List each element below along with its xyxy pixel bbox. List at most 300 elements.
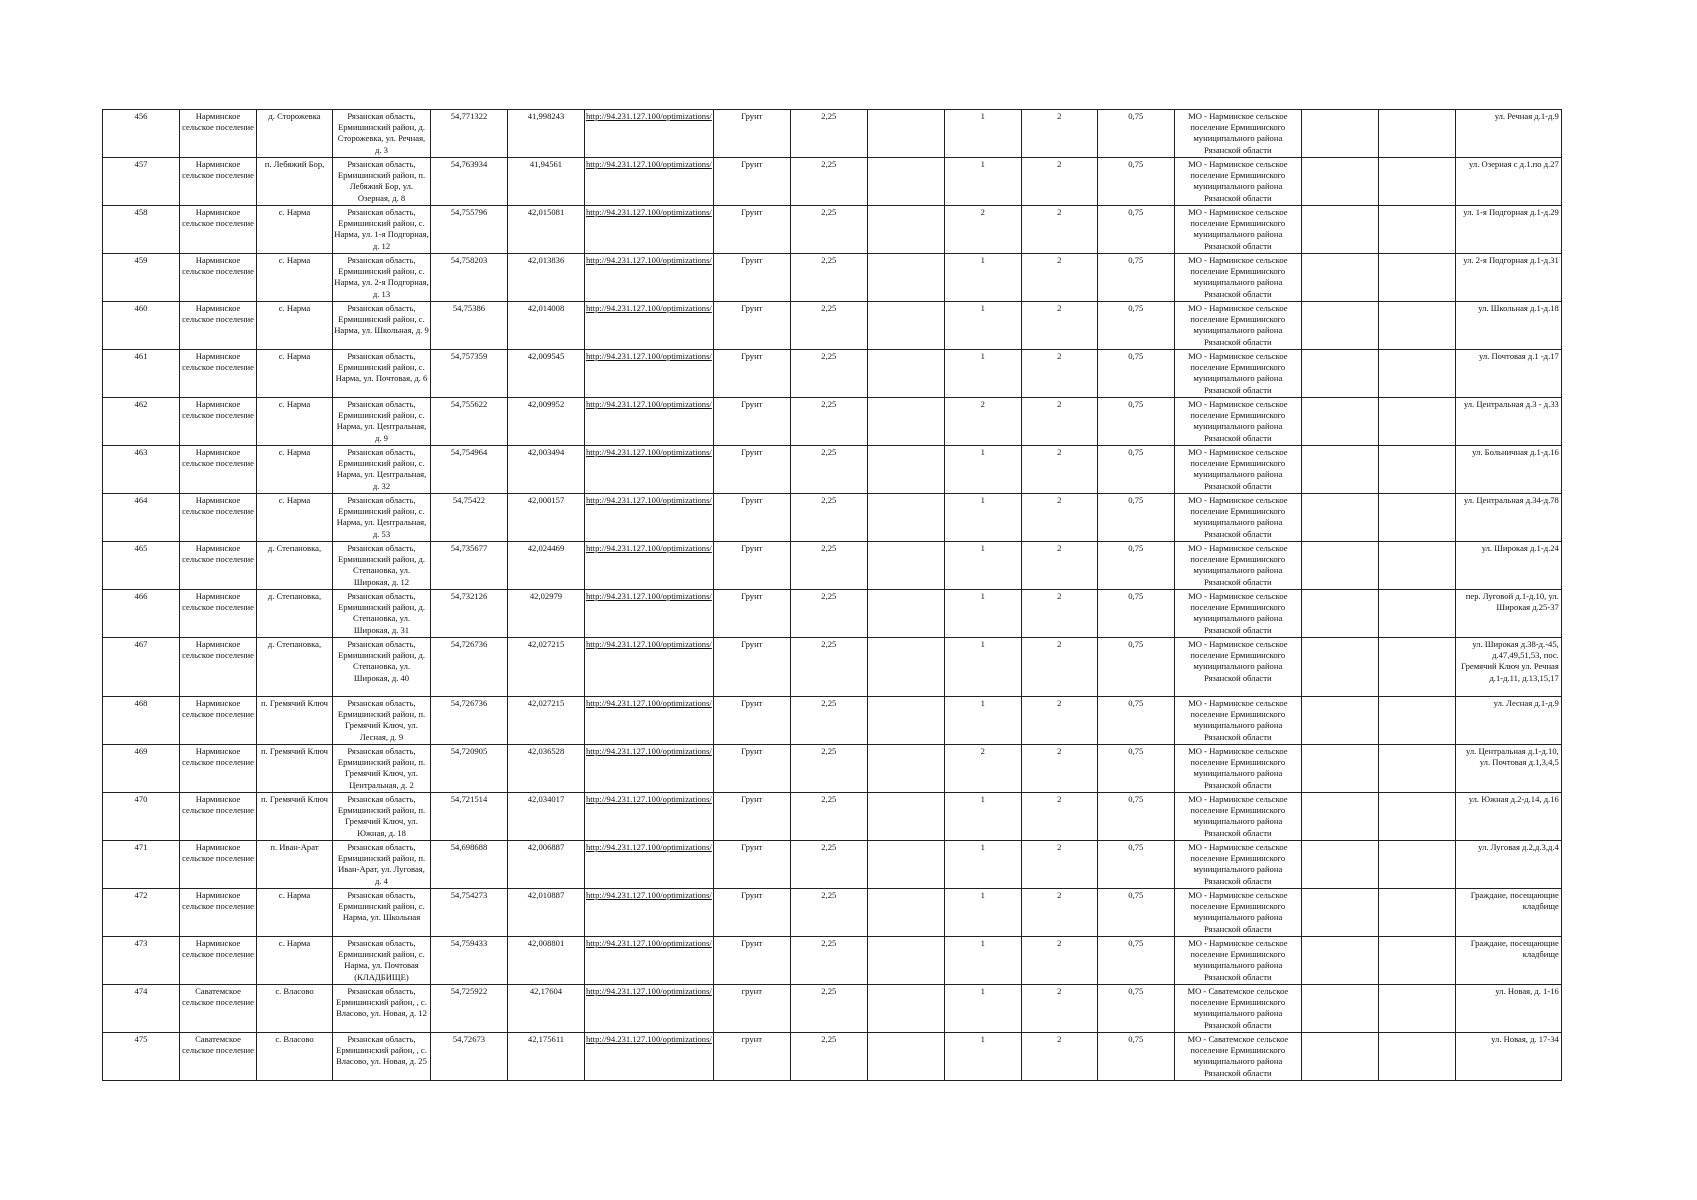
empty-cell: [1378, 494, 1455, 542]
settlement-cell: Нарминское сельское поселение: [180, 110, 257, 158]
empty-cell: [867, 793, 944, 841]
volume-cell: 0,75: [1097, 697, 1174, 745]
map-link[interactable]: http://94.231.127.100/optimizations/: [585, 985, 714, 1033]
empty-cell: [1378, 937, 1455, 985]
settlement-cell: Нарминское сельское поселение: [180, 542, 257, 590]
row-number: 464: [103, 494, 180, 542]
map-link[interactable]: http://94.231.127.100/optimizations/: [585, 350, 714, 398]
surface-cell: Грунт: [713, 398, 790, 446]
waste-sources-cell: ул. Лесная д.1-д.9: [1455, 697, 1561, 745]
locality-cell: с. Нарма: [257, 889, 333, 937]
empty-cell: [1301, 697, 1378, 745]
map-link[interactable]: http://94.231.127.100/optimizations/: [585, 254, 714, 302]
volume-cell: 0,75: [1097, 841, 1174, 889]
latitude-cell: 54,726736: [431, 638, 508, 697]
map-link[interactable]: http://94.231.127.100/optimizations/: [585, 494, 714, 542]
settlement-cell: Саватемское сельское поселение: [180, 1033, 257, 1081]
longitude-cell: 42,027215: [508, 638, 585, 697]
latitude-cell: 54,757359: [431, 350, 508, 398]
container-count-cell: 2: [1021, 1033, 1097, 1081]
latitude-cell: 54,771322: [431, 110, 508, 158]
empty-cell: [1378, 206, 1455, 254]
waste-sources-cell: ул. Луговая д.2,д.3,д.4: [1455, 841, 1561, 889]
container-count-cell: 2: [1021, 889, 1097, 937]
settlement-cell: Нарминское сельское поселение: [180, 793, 257, 841]
latitude-cell: 54,721514: [431, 793, 508, 841]
settlement-cell: Нарминское сельское поселение: [180, 446, 257, 494]
address-cell: Рязанская область, Ермишинский район, п. Гремячий Ключ, ул. Южная, д. 18: [333, 793, 431, 841]
longitude-cell: 41,998243: [508, 110, 585, 158]
row-number: 460: [103, 302, 180, 350]
empty-cell: [867, 254, 944, 302]
area-cell: 2,25: [790, 638, 867, 697]
volume-cell: 0,75: [1097, 446, 1174, 494]
volume-cell: 0,75: [1097, 158, 1174, 206]
settlement-cell: Саватемское сельское поселение: [180, 985, 257, 1033]
container-count-cell: 1: [944, 254, 1021, 302]
waste-sources-cell: ул. Центральная д.34-д.78: [1455, 494, 1561, 542]
address-cell: Рязанская область, Ермишинский район, с. Нарма, ул. Центральная, д. 53: [333, 494, 431, 542]
latitude-cell: 54,720905: [431, 745, 508, 793]
empty-cell: [867, 841, 944, 889]
settlement-cell: Нарминское сельское поселение: [180, 889, 257, 937]
empty-cell: [1301, 302, 1378, 350]
locality-cell: с. Нарма: [257, 937, 333, 985]
address-cell: Рязанская область, Ермишинский район, с. Нарма, ул. 1-я Подгорная, д. 12: [333, 206, 431, 254]
table-row: [103, 398, 1562, 446]
empty-cell: [1378, 697, 1455, 745]
owner-cell: МО - Нарминское сельское поселение Ермишинского муниципального района Рязанской области: [1174, 206, 1301, 254]
settlement-cell: Нарминское сельское поселение: [180, 494, 257, 542]
address-cell: Рязанская область, Ермишинский район, с. Нарма, ул. Почтовая (КЛАДБИЩЕ): [333, 937, 431, 985]
area-cell: 2,25: [790, 937, 867, 985]
container-count-cell: 1: [944, 542, 1021, 590]
map-link[interactable]: http://94.231.127.100/optimizations/: [585, 841, 714, 889]
map-link[interactable]: http://94.231.127.100/optimizations/: [585, 398, 714, 446]
container-count-cell: 2: [944, 745, 1021, 793]
locality-cell: д. Степановка,: [257, 542, 333, 590]
empty-cell: [867, 745, 944, 793]
container-count-cell: 2: [944, 206, 1021, 254]
longitude-cell: 42,003494: [508, 446, 585, 494]
container-count-cell: 2: [1021, 985, 1097, 1033]
empty-cell: [1301, 889, 1378, 937]
longitude-cell: 42,010887: [508, 889, 585, 937]
waste-sources-cell: ул. Речная д.1-д.9: [1455, 110, 1561, 158]
empty-cell: [867, 206, 944, 254]
empty-cell: [1301, 638, 1378, 697]
row-number: 462: [103, 398, 180, 446]
empty-cell: [867, 494, 944, 542]
empty-cell: [1378, 1033, 1455, 1081]
container-count-cell: 1: [944, 1033, 1021, 1081]
map-link[interactable]: http://94.231.127.100/optimizations/: [585, 793, 714, 841]
latitude-cell: 54,726736: [431, 697, 508, 745]
map-link[interactable]: http://94.231.127.100/optimizations/: [585, 590, 714, 638]
latitude-cell: 54,75386: [431, 302, 508, 350]
container-count-cell: 2: [1021, 937, 1097, 985]
row-number: 461: [103, 350, 180, 398]
locality-cell: с. Нарма: [257, 254, 333, 302]
table-row: [103, 985, 1562, 1033]
surface-cell: Грунт: [713, 206, 790, 254]
area-cell: 2,25: [790, 158, 867, 206]
owner-cell: МО - Нарминское сельское поселение Ермишинского муниципального района Рязанской области: [1174, 350, 1301, 398]
address-cell: Рязанская область, Ермишинский район, , с. Власово, ул. Новая, д. 12: [333, 985, 431, 1033]
waste-sources-cell: ул. Почтовая д.1 -д.17: [1455, 350, 1561, 398]
locality-cell: с. Нарма: [257, 302, 333, 350]
surface-cell: Грунт: [713, 841, 790, 889]
surface-cell: Грунт: [713, 793, 790, 841]
settlement-cell: Нарминское сельское поселение: [180, 158, 257, 206]
surface-cell: Грунт: [713, 542, 790, 590]
volume-cell: 0,75: [1097, 350, 1174, 398]
locality-cell: с. Нарма: [257, 398, 333, 446]
container-count-cell: 2: [1021, 697, 1097, 745]
empty-cell: [1301, 398, 1378, 446]
empty-cell: [867, 398, 944, 446]
volume-cell: 0,75: [1097, 542, 1174, 590]
locality-cell: д. Сторожевка: [257, 110, 333, 158]
settlement-cell: Нарминское сельское поселение: [180, 350, 257, 398]
locality-cell: п. Гремячий Ключ: [257, 697, 333, 745]
row-number: 475: [103, 1033, 180, 1081]
map-link[interactable]: http://94.231.127.100/optimizations/: [585, 638, 714, 697]
settlement-cell: Нарминское сельское поселение: [180, 254, 257, 302]
container-count-cell: 2: [1021, 350, 1097, 398]
container-count-cell: 1: [944, 697, 1021, 745]
map-link[interactable]: http://94.231.127.100/optimizations/: [585, 158, 714, 206]
volume-cell: 0,75: [1097, 889, 1174, 937]
owner-cell: МО - Нарминское сельское поселение Ермишинского муниципального района Рязанской области: [1174, 745, 1301, 793]
row-number: 473: [103, 937, 180, 985]
latitude-cell: 54,698688: [431, 841, 508, 889]
longitude-cell: 42,009545: [508, 350, 585, 398]
empty-cell: [1301, 350, 1378, 398]
container-count-cell: 1: [944, 158, 1021, 206]
map-link[interactable]: http://94.231.127.100/optimizations/: [585, 937, 714, 985]
longitude-cell: 42,17604: [508, 985, 585, 1033]
locality-cell: п. Лебяжий Бор,: [257, 158, 333, 206]
table-row: [103, 745, 1562, 793]
row-number: 459: [103, 254, 180, 302]
area-cell: 2,25: [790, 793, 867, 841]
owner-cell: МО - Саватемское сельское поселение Ермишинского муниципального района Рязанской области: [1174, 1033, 1301, 1081]
owner-cell: МО - Нарминское сельское поселение Ермишинского муниципального района Рязанской области: [1174, 110, 1301, 158]
address-cell: Рязанская область, Ермишинский район, д. Степановка, ул. Широкая, д. 31: [333, 590, 431, 638]
volume-cell: 0,75: [1097, 398, 1174, 446]
settlement-cell: Нарминское сельское поселение: [180, 841, 257, 889]
empty-cell: [867, 350, 944, 398]
owner-cell: МО - Нарминское сельское поселение Ермишинского муниципального района Рязанской области: [1174, 494, 1301, 542]
surface-cell: Грунт: [713, 446, 790, 494]
empty-cell: [867, 889, 944, 937]
owner-cell: МО - Нарминское сельское поселение Ермишинского муниципального района Рязанской области: [1174, 793, 1301, 841]
container-count-cell: 2: [1021, 446, 1097, 494]
longitude-cell: 42,027215: [508, 697, 585, 745]
volume-cell: 0,75: [1097, 302, 1174, 350]
map-link[interactable]: http://94.231.127.100/optimizations/: [585, 889, 714, 937]
owner-cell: МО - Нарминское сельское поселение Ермишинского муниципального района Рязанской области: [1174, 697, 1301, 745]
container-count-cell: 2: [1021, 542, 1097, 590]
container-count-cell: 1: [944, 446, 1021, 494]
empty-cell: [1301, 841, 1378, 889]
empty-cell: [1378, 158, 1455, 206]
volume-cell: 0,75: [1097, 494, 1174, 542]
map-link[interactable]: http://94.231.127.100/optimizations/: [585, 302, 714, 350]
container-count-cell: 1: [944, 889, 1021, 937]
row-number: 457: [103, 158, 180, 206]
owner-cell: МО - Нарминское сельское поселение Ермишинского муниципального района Рязанской области: [1174, 302, 1301, 350]
latitude-cell: 54,735677: [431, 542, 508, 590]
longitude-cell: 42,034017: [508, 793, 585, 841]
surface-cell: Грунт: [713, 745, 790, 793]
container-count-cell: 2: [1021, 110, 1097, 158]
settlement-cell: Нарминское сельское поселение: [180, 638, 257, 697]
settlement-cell: Нарминское сельское поселение: [180, 302, 257, 350]
waste-sources-cell: ул. Новая, д. 1-16: [1455, 985, 1561, 1033]
empty-cell: [1301, 1033, 1378, 1081]
latitude-cell: 54,754273: [431, 889, 508, 937]
surface-cell: Грунт: [713, 350, 790, 398]
area-cell: 2,25: [790, 398, 867, 446]
longitude-cell: 42,175611: [508, 1033, 585, 1081]
area-cell: 2,25: [790, 302, 867, 350]
area-cell: 2,25: [790, 697, 867, 745]
area-cell: 2,25: [790, 841, 867, 889]
locality-cell: п. Гремячий Ключ: [257, 745, 333, 793]
empty-cell: [1301, 793, 1378, 841]
container-count-cell: 2: [1021, 841, 1097, 889]
empty-cell: [1378, 350, 1455, 398]
empty-cell: [1301, 206, 1378, 254]
container-count-cell: 1: [944, 590, 1021, 638]
map-link[interactable]: http://94.231.127.100/optimizations/: [585, 206, 714, 254]
empty-cell: [867, 542, 944, 590]
latitude-cell: 54,72673: [431, 1033, 508, 1081]
waste-sources-cell: ул. 1-я Подгорная д.1-д.29: [1455, 206, 1561, 254]
waste-sources-cell: ул. Центральная д.3 - д.33: [1455, 398, 1561, 446]
map-link[interactable]: http://94.231.127.100/optimizations/: [585, 446, 714, 494]
surface-cell: Грунт: [713, 110, 790, 158]
area-cell: 2,25: [790, 350, 867, 398]
locality-cell: д. Степановка,: [257, 638, 333, 697]
map-link[interactable]: http://94.231.127.100/optimizations/: [585, 110, 714, 158]
address-cell: Рязанская область, Ермишинский район, с. Нарма, ул. 2-я Подгорная, д. 13: [333, 254, 431, 302]
longitude-cell: 42,036528: [508, 745, 585, 793]
empty-cell: [1301, 494, 1378, 542]
empty-cell: [1378, 745, 1455, 793]
latitude-cell: 54,763934: [431, 158, 508, 206]
empty-cell: [1378, 590, 1455, 638]
longitude-cell: 42,024469: [508, 542, 585, 590]
table-row: [103, 542, 1562, 590]
volume-cell: 0,75: [1097, 206, 1174, 254]
surface-cell: Грунт: [713, 158, 790, 206]
empty-cell: [1378, 110, 1455, 158]
area-cell: 2,25: [790, 206, 867, 254]
row-number: 469: [103, 745, 180, 793]
owner-cell: МО - Нарминское сельское поселение Ермишинского муниципального района Рязанской области: [1174, 254, 1301, 302]
latitude-cell: 54,755796: [431, 206, 508, 254]
map-link[interactable]: http://94.231.127.100/optimizations/: [585, 745, 714, 793]
row-number: 470: [103, 793, 180, 841]
empty-cell: [867, 446, 944, 494]
empty-cell: [1378, 398, 1455, 446]
volume-cell: 0,75: [1097, 937, 1174, 985]
row-number: 471: [103, 841, 180, 889]
locality-cell: с. Нарма: [257, 206, 333, 254]
address-cell: Рязанская область, Ермишинский район, , с. Власово, ул. Новая, д. 25: [333, 1033, 431, 1081]
waste-sources-cell: пер. Луговой д.1-д.10, ул. Широкая д.25-37: [1455, 590, 1561, 638]
waste-sources-cell: ул. Больничная д.1-д.16: [1455, 446, 1561, 494]
container-count-cell: 1: [944, 302, 1021, 350]
container-count-cell: 2: [944, 398, 1021, 446]
owner-cell: МО - Нарминское сельское поселение Ермишинского муниципального района Рязанской области: [1174, 446, 1301, 494]
address-cell: Рязанская область, Ермишинский район, с. Нарма, ул. Центральная, д. 9: [333, 398, 431, 446]
table-row: [103, 206, 1562, 254]
surface-cell: Грунт: [713, 889, 790, 937]
locality-cell: с. Нарма: [257, 494, 333, 542]
table-row: [103, 793, 1562, 841]
row-number: 474: [103, 985, 180, 1033]
map-link[interactable]: http://94.231.127.100/optimizations/: [585, 1033, 714, 1081]
volume-cell: 0,75: [1097, 110, 1174, 158]
empty-cell: [1301, 937, 1378, 985]
container-count-cell: 2: [1021, 206, 1097, 254]
address-cell: Рязанская область, Ермишинский район, с. Нарма, ул. Центральная, д. 32: [333, 446, 431, 494]
empty-cell: [1378, 985, 1455, 1033]
owner-cell: МО - Нарминское сельское поселение Ермишинского муниципального района Рязанской области: [1174, 158, 1301, 206]
table-row: [103, 446, 1562, 494]
surface-cell: Грунт: [713, 494, 790, 542]
waste-sources-cell: Граждане, посещающие кладбище: [1455, 937, 1561, 985]
owner-cell: МО - Нарминское сельское поселение Ермишинского муниципального района Рязанской области: [1174, 398, 1301, 446]
settlement-cell: Нарминское сельское поселение: [180, 590, 257, 638]
empty-cell: [1378, 889, 1455, 937]
container-count-cell: 1: [944, 793, 1021, 841]
surface-cell: грунт: [713, 1033, 790, 1081]
container-count-cell: 1: [944, 937, 1021, 985]
empty-cell: [867, 985, 944, 1033]
locality-cell: с. Власово: [257, 985, 333, 1033]
surface-cell: Грунт: [713, 254, 790, 302]
longitude-cell: 42,006887: [508, 841, 585, 889]
row-number: 468: [103, 697, 180, 745]
empty-cell: [867, 158, 944, 206]
empty-cell: [867, 302, 944, 350]
longitude-cell: 42,013836: [508, 254, 585, 302]
container-count-cell: 2: [1021, 638, 1097, 697]
owner-cell: МО - Саватемское сельское поселение Ермишинского муниципального района Рязанской области: [1174, 985, 1301, 1033]
longitude-cell: 42,014008: [508, 302, 585, 350]
empty-cell: [867, 590, 944, 638]
waste-sources-cell: ул. Южная д.2-д.14, д.16: [1455, 793, 1561, 841]
surface-cell: Грунт: [713, 697, 790, 745]
latitude-cell: 54,755622: [431, 398, 508, 446]
address-cell: Рязанская область, Ермишинский район, д. Сторожевка, ул. Речная, д. 3: [333, 110, 431, 158]
locality-cell: с. Нарма: [257, 350, 333, 398]
waste-sources-cell: ул. 2-я Подгорная д.1-д.31: [1455, 254, 1561, 302]
area-cell: 2,25: [790, 985, 867, 1033]
area-cell: 2,25: [790, 1033, 867, 1081]
owner-cell: МО - Нарминское сельское поселение Ермишинского муниципального района Рязанской области: [1174, 542, 1301, 590]
waste-sources-cell: ул. Школьная д.1-д.18: [1455, 302, 1561, 350]
table-row: [103, 638, 1562, 697]
empty-cell: [1378, 302, 1455, 350]
volume-cell: 0,75: [1097, 745, 1174, 793]
address-cell: Рязанская область, Ермишинский район, с. Нарма, ул. Почтовая, д. 6: [333, 350, 431, 398]
owner-cell: МО - Нарминское сельское поселение Ермишинского муниципального района Рязанской области: [1174, 638, 1301, 697]
owner-cell: МО - Нарминское сельское поселение Ермишинского муниципального района Рязанской области: [1174, 889, 1301, 937]
container-count-cell: 2: [1021, 745, 1097, 793]
container-count-cell: 2: [1021, 793, 1097, 841]
empty-cell: [1301, 110, 1378, 158]
surface-cell: Грунт: [713, 302, 790, 350]
address-cell: Рязанская область, Ермишинский район, с. Нарма, ул. Школьная, д. 9: [333, 302, 431, 350]
latitude-cell: 54,759433: [431, 937, 508, 985]
waste-sources-cell: ул. Центральная д.1-д.10, ул. Почтовая д.1,3,4,5: [1455, 745, 1561, 793]
area-cell: 2,25: [790, 446, 867, 494]
settlement-cell: Нарминское сельское поселение: [180, 937, 257, 985]
waste-sources-cell: ул. Новая, д. 17-34: [1455, 1033, 1561, 1081]
locality-cell: п. Иван-Арат: [257, 841, 333, 889]
table-row: [103, 889, 1562, 937]
owner-cell: МО - Нарминское сельское поселение Ермишинского муниципального района Рязанской области: [1174, 841, 1301, 889]
map-link[interactable]: http://94.231.127.100/optimizations/: [585, 697, 714, 745]
empty-cell: [1378, 542, 1455, 590]
empty-cell: [1301, 590, 1378, 638]
container-count-cell: 2: [1021, 398, 1097, 446]
container-count-cell: 1: [944, 841, 1021, 889]
table-row: [103, 841, 1562, 889]
longitude-cell: 42,02979: [508, 590, 585, 638]
waste-sources-cell: ул. Широкая д.1-д.24: [1455, 542, 1561, 590]
locality-cell: д. Степановка,: [257, 590, 333, 638]
container-count-cell: 2: [1021, 302, 1097, 350]
address-cell: Рязанская область, Ермишинский район, п. Гремячий Ключ, ул. Центральная, д. 2: [333, 745, 431, 793]
longitude-cell: 42,015081: [508, 206, 585, 254]
area-cell: 2,25: [790, 110, 867, 158]
volume-cell: 0,75: [1097, 793, 1174, 841]
empty-cell: [1378, 793, 1455, 841]
row-number: 463: [103, 446, 180, 494]
area-cell: 2,25: [790, 889, 867, 937]
map-link[interactable]: http://94.231.127.100/optimizations/: [585, 542, 714, 590]
waste-sources-cell: ул. Озерная с д.1.по д.27: [1455, 158, 1561, 206]
volume-cell: 0,75: [1097, 638, 1174, 697]
container-count-cell: 1: [944, 110, 1021, 158]
empty-cell: [867, 110, 944, 158]
container-count-cell: 1: [944, 350, 1021, 398]
row-number: 466: [103, 590, 180, 638]
address-cell: Рязанская область, Ермишинский район, п. Лебяжий Бор, ул. Озерная, д. 8: [333, 158, 431, 206]
surface-cell: Грунт: [713, 937, 790, 985]
empty-cell: [1301, 985, 1378, 1033]
row-number: 458: [103, 206, 180, 254]
surface-cell: грунт: [713, 985, 790, 1033]
address-cell: Рязанская область, Ермишинский район, д. Степановка, ул. Широкая, д. 40: [333, 638, 431, 697]
latitude-cell: 54,725922: [431, 985, 508, 1033]
row-number: 467: [103, 638, 180, 697]
address-cell: Рязанская область, Ермишинский район, с. Нарма, ул. Школьная: [333, 889, 431, 937]
longitude-cell: 42,009952: [508, 398, 585, 446]
registry-table: [102, 109, 1562, 1081]
container-count-cell: 1: [944, 985, 1021, 1033]
latitude-cell: 54,732126: [431, 590, 508, 638]
settlement-cell: Нарминское сельское поселение: [180, 398, 257, 446]
table-row: [103, 494, 1562, 542]
